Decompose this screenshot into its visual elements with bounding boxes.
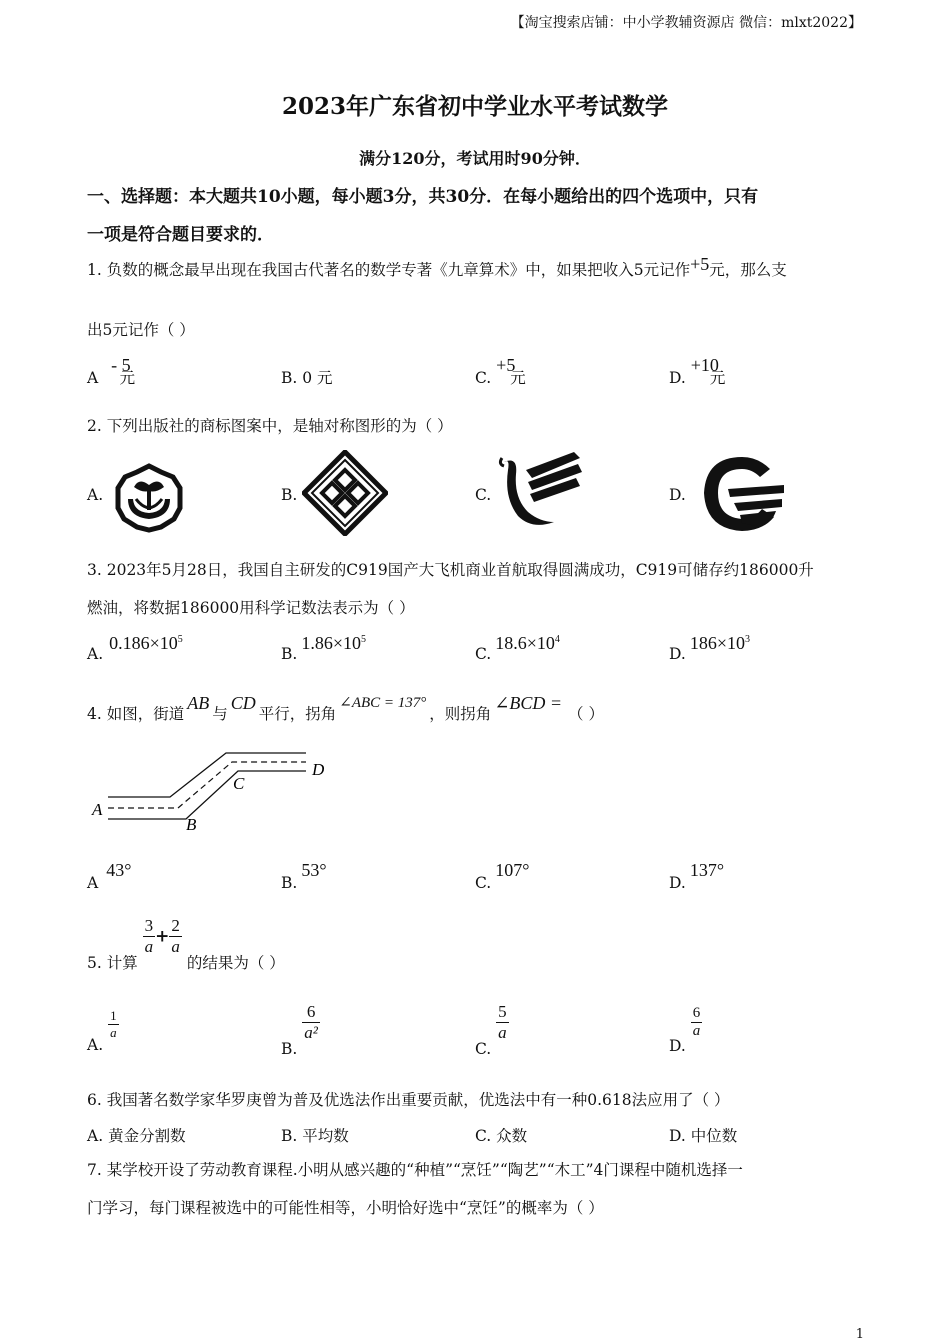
g-circle-logo-icon bbox=[700, 453, 786, 533]
question-7-line2: 门学习，每门课程被选中的可能性相等，小明恰好选中“烹饪”的概率为（ ） bbox=[87, 1199, 604, 1217]
question-1-line2: 出5元记作（ ） bbox=[87, 321, 195, 339]
q6-option-c[interactable]: C. 众数 bbox=[475, 1127, 528, 1145]
question-4: 4. 如图，街道AB与CD平行，拐角∠ABC = 137°，则拐角∠BCD =（ ） bbox=[87, 693, 604, 723]
question-3-line1: 3. 2023年5月28日，我国自主研发的C919国产大飞机商业首航取得圆满成功，C919可储存约186000升 bbox=[87, 561, 814, 579]
page-title: 2023年广东省初中学业水平考试数学 bbox=[281, 93, 668, 120]
q4-option-d[interactable]: D.137° bbox=[669, 860, 725, 892]
q1-text-b: 元，那么支 bbox=[709, 261, 787, 279]
page-number: 1 bbox=[855, 1327, 864, 1342]
q5-option-d[interactable]: D. $\frac{6}{a}$ bbox=[669, 1005, 701, 1055]
q4-option-c[interactable]: C.107° bbox=[475, 860, 530, 892]
question-7-line1: 7. 某学校开设了劳动教育课程.小明从感兴趣的“种植”“烹饪”“陶艺”“木工”4门课程中随机选择一 bbox=[87, 1161, 743, 1179]
q3-option-d[interactable]: $D.186\times 10^3$ bbox=[669, 633, 750, 663]
q6-option-d[interactable]: D. 中位数 bbox=[669, 1127, 738, 1145]
section-heading-line2: 一项是符合题目要求的． bbox=[87, 225, 274, 245]
q3-option-b[interactable]: $B.1.86\times 10^5$ bbox=[281, 633, 366, 663]
q1-option-d[interactable]: D. +10 元 bbox=[669, 355, 726, 387]
q5-fraction-2: $\frac{2}{a}$ bbox=[171, 916, 180, 956]
header-note: 【淘宝搜索店铺：中小学教辅资源店 微信：mlxt2022】 bbox=[510, 15, 862, 31]
question-3-line2: 燃油，将数据186000用科学记数法表示为（ ） bbox=[87, 599, 415, 617]
question-6: 6. 我国著名数学家华罗庚曾为普及优选法作出重要贡献，优选法中有一种0.618法应用了（ ） bbox=[87, 1091, 730, 1109]
q1-option-a[interactable]: A - 5 元 bbox=[87, 355, 136, 387]
q2-option-a-label: A. bbox=[87, 486, 104, 504]
q5-option-b[interactable]: B. $\frac{6}{\text{a²}}$ bbox=[281, 1002, 318, 1058]
figure-label-d: D bbox=[312, 760, 325, 779]
q3-option-c[interactable]: $C.18.6\times 10^4$ bbox=[475, 633, 560, 663]
q1-text-a: 1. 负数的概念最早出现在我国古代著名的数学专著《九章算术》中，如果把收入5元记作 bbox=[87, 261, 691, 279]
flag-swirl-logo-icon bbox=[496, 448, 586, 532]
question-2: 2. 下列出版社的商标图案中，是轴对称图形的为（ ） bbox=[87, 417, 453, 435]
figure-label-c: C bbox=[233, 774, 245, 793]
figure-label-a: A bbox=[92, 800, 103, 819]
q1-option-b[interactable]: B. 0 元 bbox=[281, 369, 333, 387]
q2-option-c-label: C. bbox=[475, 486, 492, 504]
q3-option-a[interactable]: $A.0.186\times 10^5$ bbox=[87, 633, 183, 663]
q1-math: +5 bbox=[690, 254, 710, 274]
q5-option-c[interactable]: C. $\frac{5}{a}$ bbox=[475, 1002, 507, 1058]
diamond-squares-logo-icon bbox=[302, 450, 388, 536]
q6-option-b[interactable]: B. 平均数 bbox=[281, 1127, 349, 1145]
q5-option-a[interactable]: A. $\frac{1}{a}$ bbox=[87, 1008, 117, 1054]
exam-subtitle: 满分120分，考试用时90分钟． bbox=[359, 149, 591, 168]
question-5: 5. 计算 $\frac{3}{a}$ + $\frac{2}{a}$ 的结果为（ ） bbox=[87, 916, 285, 972]
q1-option-c[interactable]: C. +5 元 bbox=[475, 355, 526, 387]
q2-option-b-label: B. bbox=[281, 486, 298, 504]
q4-option-b[interactable]: B.53° bbox=[281, 860, 327, 892]
street-figure bbox=[88, 745, 338, 835]
q5-fraction-1: $\frac{3}{a}$ bbox=[144, 916, 154, 956]
q2-option-d-label: D. bbox=[669, 486, 686, 504]
q4-option-a[interactable]: A43° bbox=[87, 860, 132, 892]
figure-label-b: B bbox=[186, 815, 197, 834]
question-1 bbox=[87, 254, 787, 280]
section-heading-line1: 一、选择题：本大题共10小题，每小题3分，共30分．在每小题给出的四个选项中，只有 bbox=[87, 187, 759, 207]
hands-sprout-logo-icon bbox=[114, 463, 184, 533]
q6-option-a[interactable]: A. 黄金分割数 bbox=[87, 1127, 186, 1145]
